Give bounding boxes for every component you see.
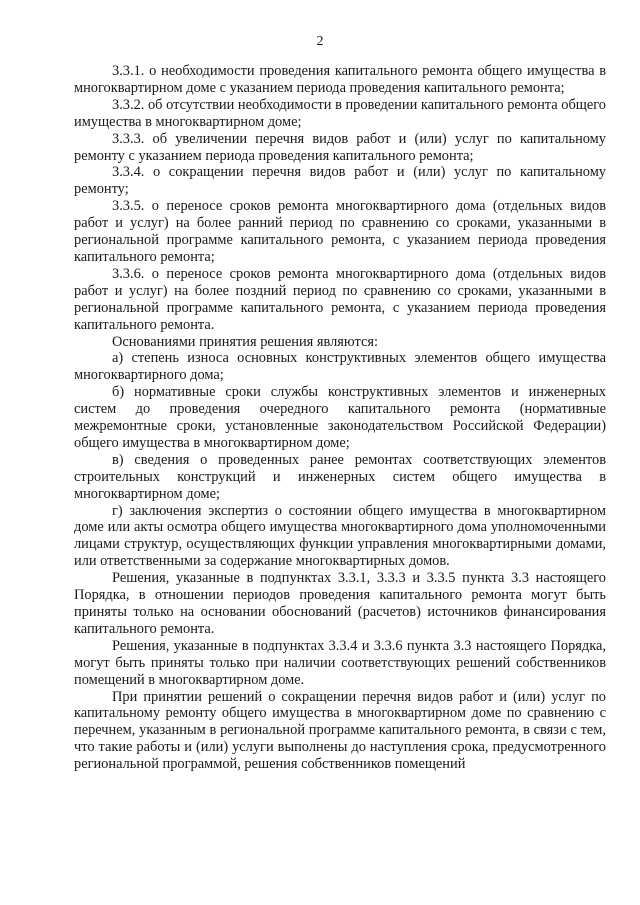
paragraph-3-3-3: 3.3.3. об увеличении перечня видов работ и (или) услуг по капитальному ремонту с указанием периода проведения капитального ремонта; xyxy=(74,130,606,164)
document-body xyxy=(74,63,606,773)
page-number: 2 xyxy=(316,34,324,49)
paragraph-3-3-6: 3.3.6. о переносе сроков ремонта многоквартирного дома (отдельных видов работ и услуг) на более поздний период по сравнению со сроками, указанными в региональной программе капитального ремонта, с указанием периода проведения капитального ремонта. xyxy=(74,265,606,333)
paragraph-reduction-decisions: При принятии решений о сокращении перечня видов работ и (или) услуг по капитальному ремонту общего имущества в многоквартирном доме по сравнению с перечнем, указанным в региональной программе капитального ремонта, в связи с тем, что такие работы и (или) услуги выполнены до наступления срока, предусмотренного региональной программой, решения собственников помещений xyxy=(74,688,606,773)
paragraph-ground-v: в) сведения о проведенных ранее ремонтах соответствующих элементов строительных конструкций и инженерных систем общего имущества в многоквартирном доме; xyxy=(74,451,606,502)
paragraph-3-3-5: 3.3.5. о переносе сроков ремонта многоквартирного дома (отдельных видов работ и услуг) на более ранний период по сравнению со сроками, указанными в региональной программе капитального ремонта, с указанием периода проведения капитального ремонта; xyxy=(74,198,606,265)
paragraph-grounds-heading: Основаниями принятия решения являются: xyxy=(112,333,378,350)
paragraph-decisions-3-3-1: Решения, указанные в подпунктах 3.3.1, 3.3.3 и 3.3.5 пункта 3.3 настоящего Порядка, в отношении периодов проведения капитального ремонта могут быть приняты только на основании обоснований (расчетов) источников финансирования капитального ремонта. xyxy=(74,570,606,637)
paragraph-ground-a: а) степень износа основных конструктивных элементов общего имущества многоквартирного дома; xyxy=(74,350,606,384)
paragraph-3-3-1: 3.3.1. о необходимости проведения капитального ремонта общего имущества в многоквартирном доме с указанием периода проведения капитального ремонта; xyxy=(74,63,606,96)
paragraph-3-3-2: 3.3.2. об отсутствии необходимости в проведении капитального ремонта общего имущества в многоквартирном доме; xyxy=(74,96,606,130)
paragraph-ground-g: г) заключения экспертиз о состоянии общего имущества в многоквартирном доме или акты осмотра общего имущества многоквартирного дома уполномоченными лицами структур, осуществляющих функции управления многоквартирными домами, или ответственными за содержание многоквартирных домов. xyxy=(74,502,606,570)
paragraph-ground-b: б) нормативные сроки службы конструктивных элементов и инженерных систем до проведения очередного капитального ремонта (нормативные межремонтные сроки, установленные законодательством Российской Федерации) общего имущества в многоквартирном доме; xyxy=(74,384,606,451)
paragraph-3-3-4: 3.3.4. о сокращении перечня видов работ и (или) услуг по капитальному ремонту; xyxy=(74,164,606,198)
paragraph-decisions-3-3-4: Решения, указанные в подпунктах 3.3.4 и 3.3.6 пункта 3.3 настоящего Порядка, могут быть приняты только при наличии соответствующих решений собственников помещений в многоквартирном доме. xyxy=(74,637,606,688)
